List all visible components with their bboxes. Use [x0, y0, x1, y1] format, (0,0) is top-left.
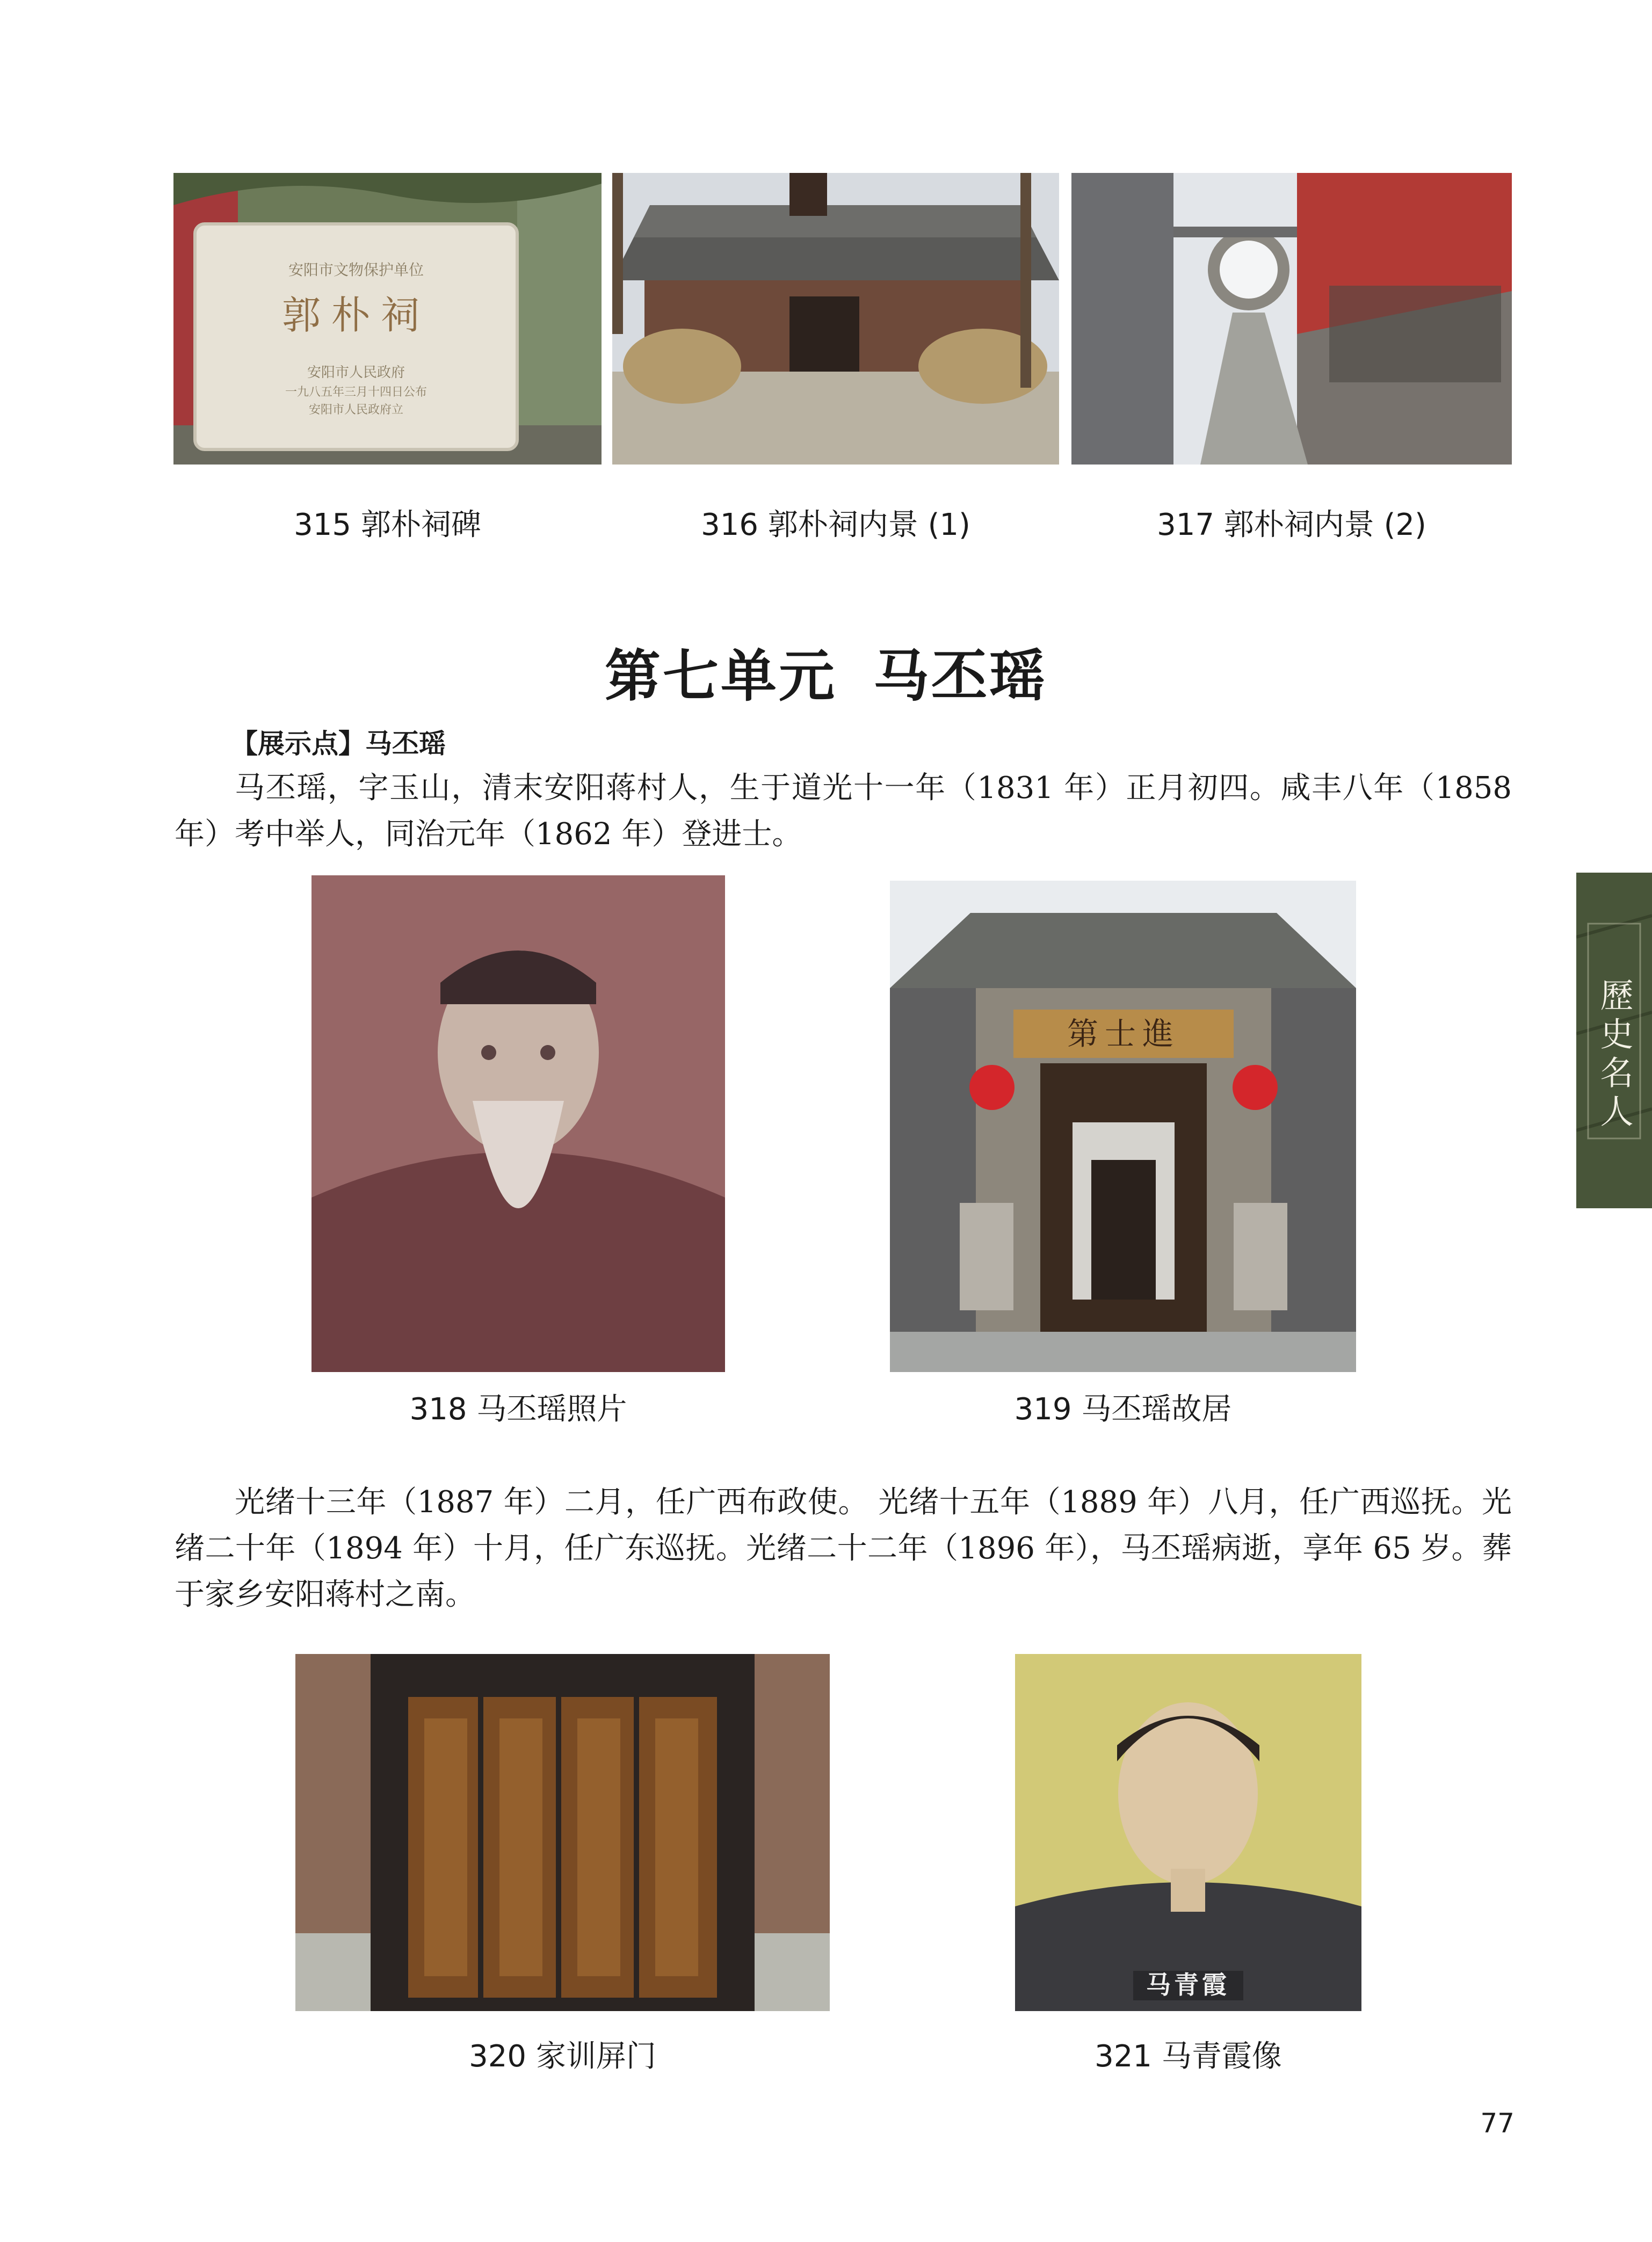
- caption-317: 317 郭朴祠内景 (2): [1157, 507, 1426, 542]
- display-point-heading: 【展示点】马丕瑶: [231, 728, 446, 759]
- caption-319: 319 马丕瑶故居: [1014, 1392, 1232, 1427]
- paragraph-2-text: 光绪十三年（1887 年）二月，任广西布政使。 光绪十五年（1889 年）八月，任广西巡抚。光绪二十年（1894 年）十月，任广东巡抚。光绪二十二年（1896 年），马丕瑶病逝，享年 65 岁。葬于家乡安阳蒋村之南。: [175, 1485, 1512, 1612]
- portrait-label: 马青霞: [1146, 1970, 1230, 1999]
- stele-title: 郭朴祠: [281, 293, 431, 338]
- paragraph-2: [175, 1479, 1512, 1618]
- residence-plaque-text: 第士進: [1067, 1015, 1180, 1052]
- caption-320: 320 家训屏门: [469, 2039, 656, 2074]
- caption-316: 316 郭朴祠内景 (1): [701, 507, 970, 542]
- stele-line-3: 安阳市人民政府: [307, 365, 405, 381]
- photo-316-temple-interior-1: [612, 173, 1059, 465]
- paragraph-1-text: 马丕瑶，字玉山，清末安阳蒋村人，生于道光十一年（1831 年）正月初四。咸丰八年（1858 年）考中举人，同治元年（1862 年）登进士。: [175, 771, 1512, 852]
- unit-heading-name: 马丕瑶: [873, 643, 1048, 709]
- photo-318-portrait: [311, 875, 725, 1372]
- photo-315-stele: [173, 173, 602, 465]
- stele-line-5: 安阳市人民政府立: [308, 403, 404, 417]
- caption-315: 315 郭朴祠碑: [294, 507, 481, 542]
- photo-317-temple-interior-2: [1071, 173, 1512, 465]
- unit-heading: [0, 631, 1652, 712]
- photo-321-ma-qingxia-portrait: [1015, 1654, 1361, 2011]
- unit-heading-number: 第七单元: [604, 643, 837, 709]
- stele-line-1: 安阳市文物保护单位: [288, 261, 424, 279]
- photo-320-family-precepts-screen-door: [295, 1654, 830, 2011]
- caption-318: 318 马丕瑶照片: [409, 1392, 627, 1427]
- photo-319-former-residence: [890, 881, 1356, 1372]
- page-number: 77: [1480, 2108, 1515, 2139]
- stele-line-4: 一九八五年三月十四日公布: [285, 386, 428, 399]
- caption-321: 321 马青霞像: [1095, 2039, 1282, 2074]
- paragraph-1: [175, 765, 1512, 858]
- section-side-tab: [1576, 873, 1652, 1208]
- side-tab-text: 歷史名人: [1595, 978, 1634, 1133]
